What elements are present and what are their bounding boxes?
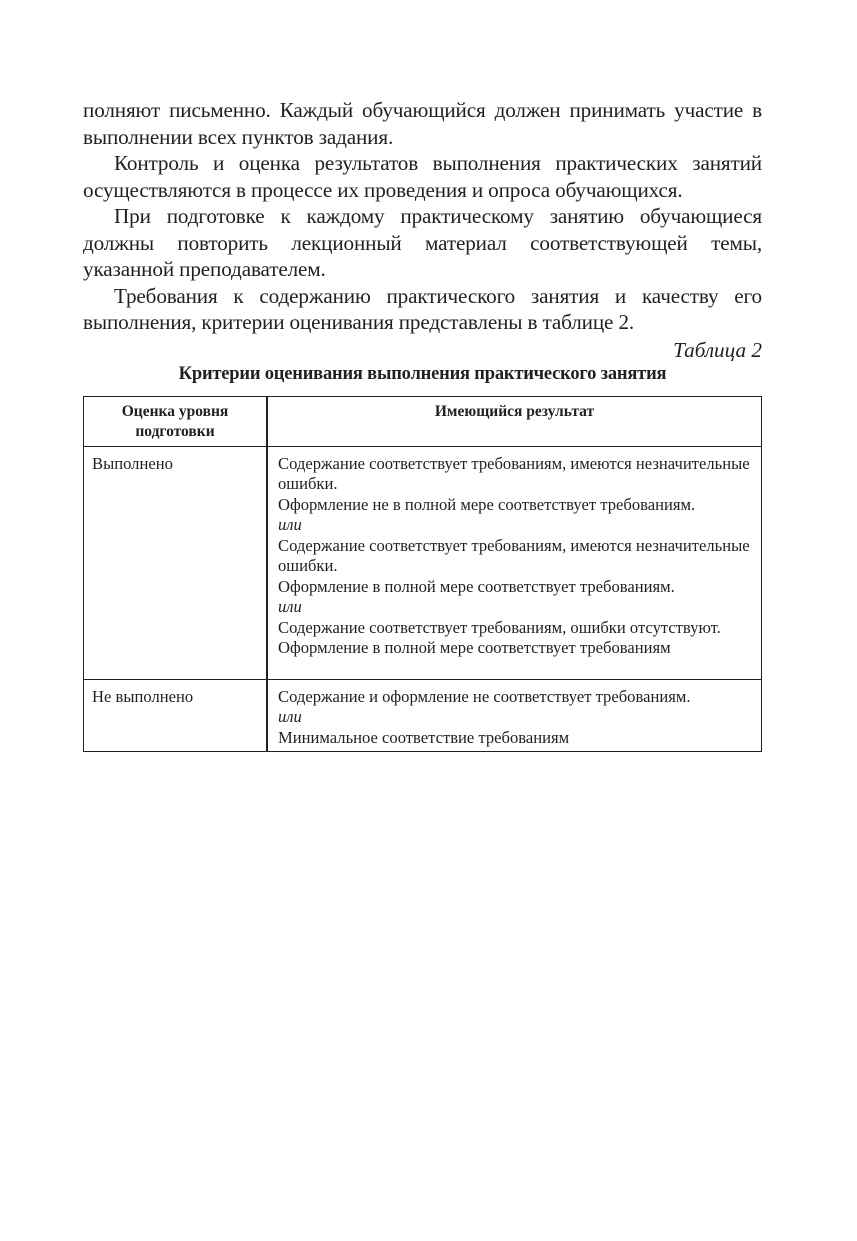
grade-cell: Выполнено [84, 446, 268, 679]
result-line: Содержание и оформление не соответствует требованиям. [278, 686, 691, 706]
column-header-grade [84, 396, 268, 446]
column-header-result [267, 396, 762, 446]
column-header-label: Оценка уровня подготовки [121, 402, 229, 440]
result-line: Минимальное соответствие требованиям [278, 727, 570, 747]
table-row [84, 679, 762, 752]
result-line: Содержание соответствует требованиям, имеются незначительные ошибки. [278, 453, 750, 493]
column-header-label: Имеющийся результат [434, 402, 595, 420]
result-line: Оформление в полной мере соответствует требованиям [278, 638, 671, 657]
body-paragraph: Требования к содержанию практического занятия и качеству его выполнения, критерии оценивания представлены в таблице 2. [83, 283, 762, 334]
or-separator: или [278, 707, 302, 726]
grade-cell: Не выполнено [84, 679, 268, 752]
result-line: Оформление не в полной мере соответствует требованиям. [278, 494, 696, 514]
table-header-row [84, 396, 762, 446]
or-separator: или [278, 597, 302, 616]
body-paragraph: Контроль и оценка результатов выполнения практических занятий осуществляются в процессе их проведения и опроса обучающихся. [83, 151, 762, 202]
or-separator: или [278, 515, 302, 534]
result-cell [267, 679, 762, 752]
body-paragraph: При подготовке к каждому практическому занятию обучающиеся должны повторить лекционный материал соответствующей темы, указанной преподавателем. [83, 204, 762, 281]
result-line: Содержание соответствует требованиям, ошибки отсутствуют. [278, 617, 721, 637]
body-paragraph: полняют письменно. Каждый обучающийся должен принимать участие в выполнении всех пунктов задания. [83, 98, 762, 149]
table-title: Критерии оценивания выполнения практического занятия [178, 363, 667, 384]
table-label: Таблица 2 [673, 337, 762, 362]
table-row [84, 446, 762, 679]
result-cell [267, 446, 762, 679]
document-page [83, 97, 762, 752]
criteria-table [83, 396, 762, 753]
result-line: Оформление в полной мере соответствует требованиям. [278, 576, 675, 596]
result-line: Содержание соответствует требованиям, имеются незначительные ошибки. [278, 535, 750, 575]
